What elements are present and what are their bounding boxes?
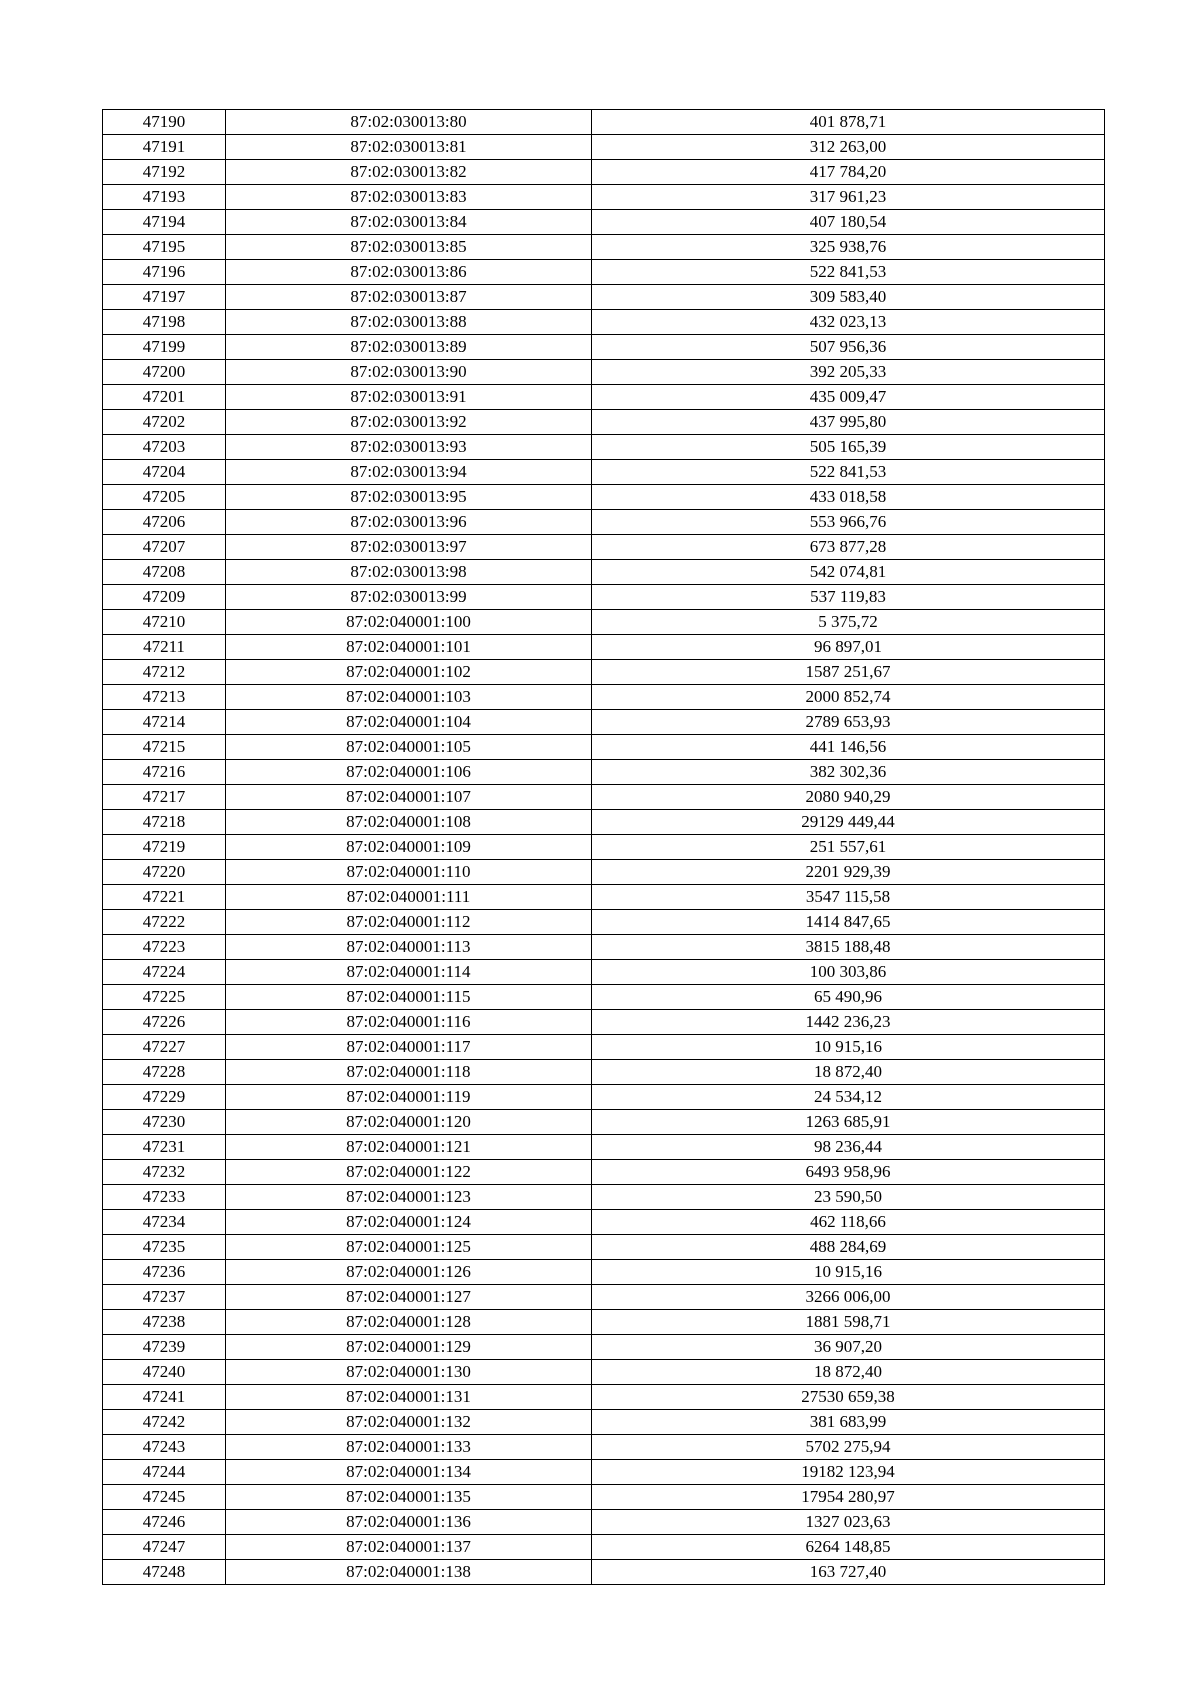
cadastral-value-cell: 6264 148,85 (592, 1535, 1105, 1560)
row-number-cell: 47220 (103, 860, 226, 885)
cadastral-value-cell: 1263 685,91 (592, 1110, 1105, 1135)
row-number-cell: 47199 (103, 335, 226, 360)
table-row (103, 360, 1105, 385)
cadastral-value-cell: 381 683,99 (592, 1410, 1105, 1435)
table-row (103, 1485, 1105, 1510)
table-row (103, 410, 1105, 435)
table-row (103, 1260, 1105, 1285)
row-number-cell: 47218 (103, 810, 226, 835)
cadastral-value-cell: 98 236,44 (592, 1135, 1105, 1160)
table-row (103, 460, 1105, 485)
cadastral-number-cell: 87:02:030013:99 (226, 585, 592, 610)
row-number-cell: 47200 (103, 360, 226, 385)
row-number-cell: 47223 (103, 935, 226, 960)
row-number-cell: 47225 (103, 985, 226, 1010)
cadastral-number-cell: 87:02:040001:125 (226, 1235, 592, 1260)
cadastral-number-cell: 87:02:040001:122 (226, 1160, 592, 1185)
table-row (103, 1410, 1105, 1435)
cadastral-number-cell: 87:02:040001:131 (226, 1385, 592, 1410)
row-number-cell: 47241 (103, 1385, 226, 1410)
row-number-cell: 47197 (103, 285, 226, 310)
cadastral-number-cell: 87:02:030013:91 (226, 385, 592, 410)
cadastral-value-cell: 507 956,36 (592, 335, 1105, 360)
table-row (103, 1535, 1105, 1560)
table-row (103, 985, 1105, 1010)
cadastral-value-cell: 3266 006,00 (592, 1285, 1105, 1310)
cadastral-number-cell: 87:02:040001:114 (226, 960, 592, 985)
row-number-cell: 47240 (103, 1360, 226, 1385)
cadastral-number-cell: 87:02:040001:104 (226, 710, 592, 735)
row-number-cell: 47219 (103, 835, 226, 860)
cadastral-value-cell: 1881 598,71 (592, 1310, 1105, 1335)
cadastral-number-cell: 87:02:040001:120 (226, 1110, 592, 1135)
table-row (103, 235, 1105, 260)
cadastral-number-cell: 87:02:040001:126 (226, 1260, 592, 1285)
table-row (103, 335, 1105, 360)
cadastral-number-cell: 87:02:030013:82 (226, 160, 592, 185)
cadastral-value-cell: 3815 188,48 (592, 935, 1105, 960)
table-row (103, 1560, 1105, 1585)
row-number-cell: 47212 (103, 660, 226, 685)
cadastral-value-cell: 29129 449,44 (592, 810, 1105, 835)
table-row (103, 1235, 1105, 1260)
cadastral-number-cell: 87:02:040001:137 (226, 1535, 592, 1560)
row-number-cell: 47196 (103, 260, 226, 285)
table-row (103, 135, 1105, 160)
row-number-cell: 47203 (103, 435, 226, 460)
cadastral-value-cell: 1587 251,67 (592, 660, 1105, 685)
cadastral-value-cell: 325 938,76 (592, 235, 1105, 260)
cadastral-value-cell: 27530 659,38 (592, 1385, 1105, 1410)
table-row (103, 935, 1105, 960)
table-row (103, 1435, 1105, 1460)
cadastral-number-cell: 87:02:040001:106 (226, 760, 592, 785)
cadastral-number-cell: 87:02:040001:127 (226, 1285, 592, 1310)
cadastral-number-cell: 87:02:040001:103 (226, 685, 592, 710)
cadastral-number-cell: 87:02:030013:90 (226, 360, 592, 385)
cadastral-number-cell: 87:02:040001:135 (226, 1485, 592, 1510)
table-row (103, 585, 1105, 610)
table-row (103, 735, 1105, 760)
cadastral-number-cell: 87:02:030013:94 (226, 460, 592, 485)
cadastral-value-cell: 1442 236,23 (592, 1010, 1105, 1035)
row-number-cell: 47230 (103, 1110, 226, 1135)
table-row (103, 960, 1105, 985)
row-number-cell: 47213 (103, 685, 226, 710)
row-number-cell: 47238 (103, 1310, 226, 1335)
cadastral-number-cell: 87:02:030013:92 (226, 410, 592, 435)
row-number-cell: 47209 (103, 585, 226, 610)
table-row (103, 110, 1105, 135)
cadastral-number-cell: 87:02:040001:124 (226, 1210, 592, 1235)
table-row (103, 1060, 1105, 1085)
table-row (103, 810, 1105, 835)
row-number-cell: 47224 (103, 960, 226, 985)
cadastral-number-cell: 87:02:040001:111 (226, 885, 592, 910)
cadastral-value-cell: 392 205,33 (592, 360, 1105, 385)
cadastral-value-cell: 3547 115,58 (592, 885, 1105, 910)
row-number-cell: 47193 (103, 185, 226, 210)
cadastral-number-cell: 87:02:040001:128 (226, 1310, 592, 1335)
row-number-cell: 47233 (103, 1185, 226, 1210)
table-row (103, 635, 1105, 660)
table-row (103, 1210, 1105, 1235)
cadastral-number-cell: 87:02:030013:88 (226, 310, 592, 335)
table-row (103, 485, 1105, 510)
cadastral-value-cell: 2201 929,39 (592, 860, 1105, 885)
cadastral-value-cell: 505 165,39 (592, 435, 1105, 460)
row-number-cell: 47211 (103, 635, 226, 660)
cadastral-value-cell: 19182 123,94 (592, 1460, 1105, 1485)
cadastral-value-cell: 462 118,66 (592, 1210, 1105, 1235)
table-row (103, 1310, 1105, 1335)
cadastral-number-cell: 87:02:030013:95 (226, 485, 592, 510)
cadastral-value-cell: 401 878,71 (592, 110, 1105, 135)
cadastral-number-cell: 87:02:040001:110 (226, 860, 592, 885)
row-number-cell: 47247 (103, 1535, 226, 1560)
row-number-cell: 47243 (103, 1435, 226, 1460)
cadastral-number-cell: 87:02:040001:109 (226, 835, 592, 860)
row-number-cell: 47235 (103, 1235, 226, 1260)
table-row (103, 1085, 1105, 1110)
cadastral-number-cell: 87:02:030013:98 (226, 560, 592, 585)
cadastral-number-cell: 87:02:040001:113 (226, 935, 592, 960)
cadastral-number-cell: 87:02:040001:123 (226, 1185, 592, 1210)
cadastral-value-cell: 522 841,53 (592, 460, 1105, 485)
cadastral-number-cell: 87:02:030013:93 (226, 435, 592, 460)
table-row (103, 860, 1105, 885)
row-number-cell: 47205 (103, 485, 226, 510)
cadastral-value-cell: 553 966,76 (592, 510, 1105, 535)
cadastral-number-cell: 87:02:040001:133 (226, 1435, 592, 1460)
table-row (103, 1160, 1105, 1185)
cadastral-number-cell: 87:02:040001:112 (226, 910, 592, 935)
table-row (103, 1285, 1105, 1310)
row-number-cell: 47226 (103, 1010, 226, 1035)
cadastral-value-cell: 312 263,00 (592, 135, 1105, 160)
cadastral-number-cell: 87:02:040001:116 (226, 1010, 592, 1035)
row-number-cell: 47231 (103, 1135, 226, 1160)
cadastral-number-cell: 87:02:030013:96 (226, 510, 592, 535)
cadastral-number-cell: 87:02:040001:134 (226, 1460, 592, 1485)
cadastral-number-cell: 87:02:040001:107 (226, 785, 592, 810)
cadastral-number-cell: 87:02:030013:84 (226, 210, 592, 235)
row-number-cell: 47210 (103, 610, 226, 635)
cadastral-value-cell: 2789 653,93 (592, 710, 1105, 735)
row-number-cell: 47204 (103, 460, 226, 485)
table-row (103, 1460, 1105, 1485)
row-number-cell: 47191 (103, 135, 226, 160)
cadastral-number-cell: 87:02:040001:118 (226, 1060, 592, 1085)
cadastral-value-cell: 100 303,86 (592, 960, 1105, 985)
row-number-cell: 47201 (103, 385, 226, 410)
cadastral-value-cell: 36 907,20 (592, 1335, 1105, 1360)
table-row (103, 660, 1105, 685)
row-number-cell: 47229 (103, 1085, 226, 1110)
table-row (103, 310, 1105, 335)
table-row (103, 1335, 1105, 1360)
row-number-cell: 47207 (103, 535, 226, 560)
cadastral-value-cell: 542 074,81 (592, 560, 1105, 585)
table-row (103, 710, 1105, 735)
cadastral-value-cell: 435 009,47 (592, 385, 1105, 410)
cadastral-number-cell: 87:02:040001:115 (226, 985, 592, 1010)
table-row (103, 510, 1105, 535)
cadastral-number-cell: 87:02:030013:97 (226, 535, 592, 560)
cadastral-number-cell: 87:02:040001:121 (226, 1135, 592, 1160)
cadastral-number-cell: 87:02:030013:81 (226, 135, 592, 160)
cadastral-value-cell: 417 784,20 (592, 160, 1105, 185)
cadastral-number-cell: 87:02:040001:138 (226, 1560, 592, 1585)
cadastral-number-cell: 87:02:040001:117 (226, 1035, 592, 1060)
table-row (103, 1035, 1105, 1060)
cadastral-value-cell: 96 897,01 (592, 635, 1105, 660)
cadastral-value-cell: 317 961,23 (592, 185, 1105, 210)
table-row (103, 285, 1105, 310)
cadastral-value-cell: 382 302,36 (592, 760, 1105, 785)
cadastral-number-cell: 87:02:030013:86 (226, 260, 592, 285)
cadastral-value-cell: 1414 847,65 (592, 910, 1105, 935)
table-row (103, 160, 1105, 185)
table-body (103, 110, 1105, 1585)
table-row (103, 685, 1105, 710)
cadastral-value-cell: 65 490,96 (592, 985, 1105, 1010)
cadastral-value-cell: 433 018,58 (592, 485, 1105, 510)
cadastral-number-cell: 87:02:040001:108 (226, 810, 592, 835)
cadastral-value-cell: 251 557,61 (592, 835, 1105, 860)
cadastral-value-cell: 18 872,40 (592, 1060, 1105, 1085)
row-number-cell: 47190 (103, 110, 226, 135)
row-number-cell: 47198 (103, 310, 226, 335)
row-number-cell: 47236 (103, 1260, 226, 1285)
cadastral-value-cell: 163 727,40 (592, 1560, 1105, 1585)
row-number-cell: 47232 (103, 1160, 226, 1185)
row-number-cell: 47228 (103, 1060, 226, 1085)
cadastral-number-cell: 87:02:040001:102 (226, 660, 592, 685)
row-number-cell: 47237 (103, 1285, 226, 1310)
row-number-cell: 47244 (103, 1460, 226, 1485)
row-number-cell: 47217 (103, 785, 226, 810)
row-number-cell: 47208 (103, 560, 226, 585)
row-number-cell: 47245 (103, 1485, 226, 1510)
table-row (103, 560, 1105, 585)
table-row (103, 535, 1105, 560)
cadastral-value-cell: 18 872,40 (592, 1360, 1105, 1385)
table-row (103, 760, 1105, 785)
table-row (103, 1510, 1105, 1535)
cadastral-value-cell: 6493 958,96 (592, 1160, 1105, 1185)
cadastral-value-cell: 407 180,54 (592, 210, 1105, 235)
cadastral-value-cell: 522 841,53 (592, 260, 1105, 285)
row-number-cell: 47206 (103, 510, 226, 535)
cadastral-value-cell: 441 146,56 (592, 735, 1105, 760)
row-number-cell: 47216 (103, 760, 226, 785)
table-row (103, 435, 1105, 460)
row-number-cell: 47202 (103, 410, 226, 435)
table-row (103, 1010, 1105, 1035)
table-row (103, 1135, 1105, 1160)
cadastral-number-cell: 87:02:040001:132 (226, 1410, 592, 1435)
cadastral-value-cell: 2000 852,74 (592, 685, 1105, 710)
cadastral-value-cell: 24 534,12 (592, 1085, 1105, 1110)
cadastral-value-cell: 437 995,80 (592, 410, 1105, 435)
cadastral-number-cell: 87:02:030013:87 (226, 285, 592, 310)
table-row (103, 1385, 1105, 1410)
row-number-cell: 47221 (103, 885, 226, 910)
table-row (103, 610, 1105, 635)
row-number-cell: 47234 (103, 1210, 226, 1235)
cadastral-value-cell: 5 375,72 (592, 610, 1105, 635)
cadastral-number-cell: 87:02:040001:119 (226, 1085, 592, 1110)
cadastral-value-cell: 10 915,16 (592, 1035, 1105, 1060)
row-number-cell: 47214 (103, 710, 226, 735)
cadastral-number-cell: 87:02:040001:136 (226, 1510, 592, 1535)
cadastral-number-cell: 87:02:040001:100 (226, 610, 592, 635)
cadastral-value-cell: 673 877,28 (592, 535, 1105, 560)
table-row (103, 885, 1105, 910)
cadastral-number-cell: 87:02:030013:89 (226, 335, 592, 360)
row-number-cell: 47227 (103, 1035, 226, 1060)
cadastral-value-table (102, 109, 1105, 1585)
cadastral-number-cell: 87:02:030013:85 (226, 235, 592, 260)
row-number-cell: 47246 (103, 1510, 226, 1535)
cadastral-value-cell: 309 583,40 (592, 285, 1105, 310)
cadastral-value-cell: 432 023,13 (592, 310, 1105, 335)
table-row (103, 785, 1105, 810)
cadastral-value-cell: 10 915,16 (592, 1260, 1105, 1285)
row-number-cell: 47215 (103, 735, 226, 760)
cadastral-value-cell: 5702 275,94 (592, 1435, 1105, 1460)
table-row (103, 1360, 1105, 1385)
table-row (103, 835, 1105, 860)
row-number-cell: 47248 (103, 1560, 226, 1585)
cadastral-number-cell: 87:02:040001:101 (226, 635, 592, 660)
cadastral-number-cell: 87:02:040001:105 (226, 735, 592, 760)
table-row (103, 260, 1105, 285)
row-number-cell: 47242 (103, 1410, 226, 1435)
row-number-cell: 47222 (103, 910, 226, 935)
row-number-cell: 47192 (103, 160, 226, 185)
cadastral-value-cell: 488 284,69 (592, 1235, 1105, 1260)
cadastral-value-cell: 2080 940,29 (592, 785, 1105, 810)
row-number-cell: 47194 (103, 210, 226, 235)
cadastral-value-cell: 17954 280,97 (592, 1485, 1105, 1510)
row-number-cell: 47195 (103, 235, 226, 260)
cadastral-number-cell: 87:02:030013:83 (226, 185, 592, 210)
table-row (103, 910, 1105, 935)
table-row (103, 1185, 1105, 1210)
cadastral-number-cell: 87:02:030013:80 (226, 110, 592, 135)
table-row (103, 210, 1105, 235)
cadastral-value-cell: 537 119,83 (592, 585, 1105, 610)
cadastral-number-cell: 87:02:040001:129 (226, 1335, 592, 1360)
table-row (103, 385, 1105, 410)
row-number-cell: 47239 (103, 1335, 226, 1360)
table-row (103, 1110, 1105, 1135)
table-row (103, 185, 1105, 210)
cadastral-value-cell: 1327 023,63 (592, 1510, 1105, 1535)
cadastral-number-cell: 87:02:040001:130 (226, 1360, 592, 1385)
cadastral-value-cell: 23 590,50 (592, 1185, 1105, 1210)
